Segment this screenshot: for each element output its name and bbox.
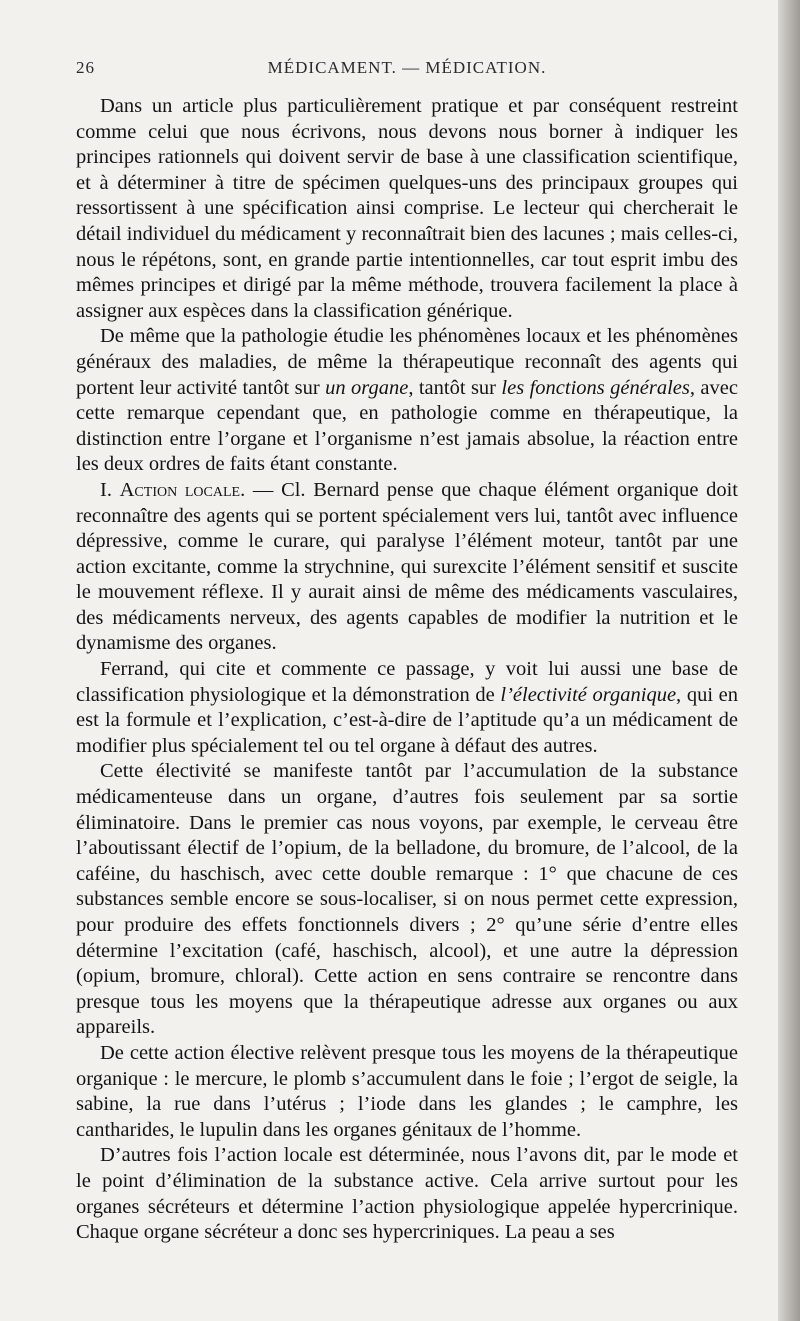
running-title: MÉDICAMENT. — MÉDICATION. [267,58,547,77]
paragraph-5: Cette électivité se manifeste tantôt par l’accumulation de la substance médicamenteuse dans un organe, d’autres fois seulement par sa sortie éliminatoire. Dans le premier cas nous voyons, par exemple, le cerveau être l’aboutissant électif de l’opium, de la belladone, du bromure, de l’alcool, de la caféine, du haschisch, avec cette double remarque : 1° que chacune de ces substances semble encore se sous-localiser, si on nous permet cette expression, pour produire des effets fonctionnels divers ; 2° qu’une série d’entre elles détermine l’excitation (café, haschisch, alcool), et une autre la dépression (opium, bromure, chloral). Cette action en sens contraire se rencontre dans presque tous les moyens que la thérapeutique adresse aux organes ou aux appareils. [76,760,738,1039]
paragraph-2-italic-a: un organe [325,376,409,399]
paragraph-1: Dans un article plus particulièrement pratique et par conséquent restreint comme celui que nous écrivons, nous devons nous borner à indiquer les principes rationnels qui doivent servir de base à une classification scientifique, et à déterminer à titre de spécimen quelques-uns des principaux groupes qui ressortissent à une spécification ainsi comprise. Le lecteur qui chercherait le détail individuel du médicament y reconnaîtrait bien des lacunes ; mais celles-ci, nous le répétons, sont, en grande partie intentionnelles, car tout esprit imbu des mêmes principes et dirigé par la même méthode, trouvera facilement la place à assigner aux espèces dans la classification générique. [76,95,738,322]
paragraph-2-text-c: , avec cette remarque cependant que, en pathologie comme en thérapeutique, la distinction entre l’organe et l’organisme n’est jamais absolue, la réaction entre les deux ordres de faits étant constante. [76,376,738,476]
paragraph-2-text-a: De même que la pathologie étudie les phénomènes locaux et les phénomènes généraux des maladies, de même la thérapeutique reconnaît des agents qui portent leur activité tantôt sur [76,325,738,399]
paragraph-4-text-a: Ferrand, qui cite et commente ce passage, y voit lui aussi une base de classification physiologique et la démonstration de [76,658,738,706]
paragraph-7: D’autres fois l’action locale est déterminée, nous l’avons dit, par le mode et le point d’élimination de la substance active. Cela arrive surtout pour les organes sécréteurs et détermine l’action physiologique appelée hypercrinique. Chaque organe sécréteur a donc ses hypercriniques. La peau a ses [76,1144,738,1244]
paragraph-6: De cette action élective relèvent presque tous les moyens de la thérapeutique organique : le mercure, le plomb s’accumulent dans le foie ; l’ergot de seigle, la sabine, la rue dans l’utérus ; l’iode dans les glandes ; le camphre, les cantharides, le lupulin dans les organes génitaux de l’homme. [76,1041,738,1141]
body-text [76,94,738,1246]
paragraph-3 [76,478,738,657]
paragraph-2 [76,324,738,478]
paragraph-2-text-b: , tantôt sur [408,376,502,399]
running-head [76,58,738,82]
paragraph-4 [76,657,738,759]
section-number: I. [100,478,120,501]
page-edge [778,0,800,1321]
page-number: 26 [76,58,95,77]
paragraph-2-italic-b: les fonctions générales [501,376,690,399]
paragraph-4-italic: l’électivité organique [500,683,677,706]
paragraph-3-text: — Cl. Bernard pense que chaque élément organique doit reconnaître des agents qui se portent spécialement vers lui, tantôt avec influence dépressive, comme le curare, qui paralyse l’élément moteur, tantôt par une action excitante, comme la strychnine, qui surexcite l’élément sensitif et suscite le mouvement réflexe. Il y aurait ainsi de même des médicaments vasculaires, des médicaments nerveux, des agents capables de modifier la nutrition et le dynamisme des organes. [76,478,738,655]
section-heading: Action locale. [119,478,246,501]
paragraph-4-text-b: , qui en est la formule et l’explication, c’est-à-dire de l’aptitude qu’a un médicament de modifier plus spécialement tel ou tel organe à défaut des autres. [76,683,738,757]
